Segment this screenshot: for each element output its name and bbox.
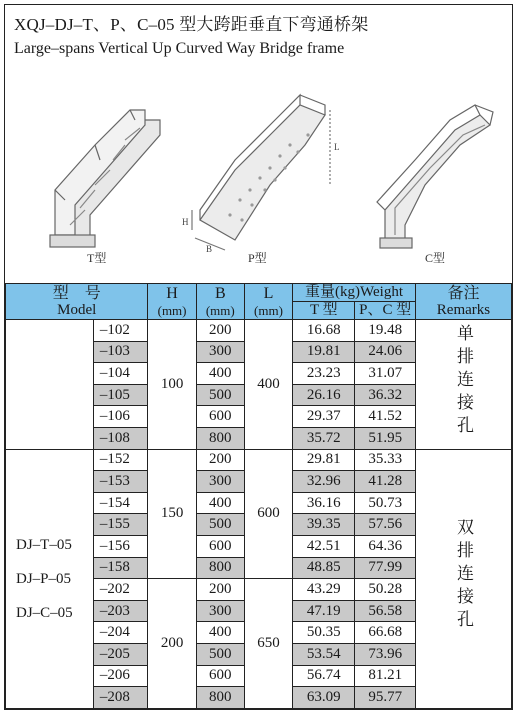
remarks-cell-double-row [415, 449, 511, 708]
h-value-cell: 200 [148, 579, 196, 709]
remarks-header-en: Remarks [436, 301, 491, 318]
b-value-cell: 800 [196, 557, 244, 579]
b-value-cell: 400 [196, 622, 244, 644]
product-figures [5, 70, 512, 282]
t-type-header: T 型 [293, 302, 355, 320]
b-value-cell: 600 [196, 535, 244, 557]
b-value-cell: 800 [196, 427, 244, 449]
t-weight-cell: 26.16 [293, 384, 355, 406]
remarks-cell-single-row [415, 320, 511, 450]
pc-weight-cell: 56.58 [355, 600, 416, 622]
b-value-cell: 400 [196, 492, 244, 514]
model-header-cn: 型 号 [52, 284, 101, 302]
model-header [6, 284, 148, 320]
t-weight-cell: 39.35 [293, 514, 355, 536]
t-weight-cell: 19.81 [293, 341, 355, 363]
b-header [196, 284, 244, 320]
title-english: Large–spans Vertical Up Curved Way Bridge frame [14, 40, 345, 57]
t-weight-cell: 42.51 [293, 535, 355, 557]
h-header-unit: (mm) [157, 302, 187, 318]
l-value-cell: 400 [244, 320, 292, 450]
c-type-label: C型 [425, 251, 446, 265]
pc-weight-cell: 31.07 [355, 363, 416, 385]
remarks-header [415, 284, 511, 320]
t-weight-cell: 16.68 [293, 320, 355, 342]
model-code-cell: –103 [93, 341, 148, 363]
b-value-cell: 500 [196, 643, 244, 665]
t-weight-cell: 50.35 [293, 622, 355, 644]
p-type-label: P型 [248, 251, 267, 265]
b-value-cell: 500 [196, 384, 244, 406]
b-value-cell: 300 [196, 471, 244, 493]
t-weight-cell: 35.72 [293, 427, 355, 449]
l-header-label: L [263, 284, 274, 302]
model-code-cell: –155 [93, 514, 148, 536]
model-name: DJ–P–05 [16, 570, 72, 587]
h-value-cell: 100 [148, 320, 196, 450]
pc-weight-cell: 50.28 [355, 579, 416, 601]
b-value-cell: 600 [196, 406, 244, 428]
model-name: DJ–T–05 [16, 536, 72, 553]
model-code-cell: –156 [93, 535, 148, 557]
t-weight-cell: 32.96 [293, 471, 355, 493]
remark-text: 单排连接孔 [453, 323, 473, 439]
model-code-cell: –106 [93, 406, 148, 428]
dim-h-label: H [182, 217, 189, 227]
dim-b-label: B [206, 244, 213, 254]
b-value-cell: 200 [196, 449, 244, 471]
pc-weight-cell: 35.33 [355, 449, 416, 471]
pc-type-header: P、C 型 [355, 302, 416, 320]
t-weight-cell: 53.54 [293, 643, 355, 665]
table-row [6, 449, 512, 471]
remark-text: 双排连接孔 [453, 518, 473, 634]
model-code-cell: –104 [93, 363, 148, 385]
dim-l-label: L [334, 142, 340, 152]
l-header [244, 284, 292, 320]
pc-weight-cell: 66.68 [355, 622, 416, 644]
b-value-cell: 300 [196, 341, 244, 363]
pc-weight-cell: 77.99 [355, 557, 416, 579]
t-weight-cell: 48.85 [293, 557, 355, 579]
h-header-label: H [166, 284, 178, 302]
t-weight-cell: 63.09 [293, 687, 355, 709]
pc-weight-cell: 19.48 [355, 320, 416, 342]
t-weight-cell: 47.19 [293, 600, 355, 622]
model-name: DJ–C–05 [16, 604, 73, 621]
t-weight-cell: 36.16 [293, 492, 355, 514]
pc-weight-cell: 95.77 [355, 687, 416, 709]
spec-table [5, 283, 512, 709]
b-value-cell: 800 [196, 687, 244, 709]
t-type-label: T型 [87, 251, 107, 265]
model-code-cell: –153 [93, 471, 148, 493]
t-weight-cell: 29.37 [293, 406, 355, 428]
b-value-cell: 600 [196, 665, 244, 687]
pc-weight-cell: 57.56 [355, 514, 416, 536]
l-value-cell: 600 [244, 449, 292, 579]
t-weight-cell: 29.81 [293, 449, 355, 471]
pc-weight-cell: 51.95 [355, 427, 416, 449]
b-value-cell: 400 [196, 363, 244, 385]
model-code-cell: –202 [93, 579, 148, 601]
pc-weight-cell: 64.36 [355, 535, 416, 557]
b-header-label: B [214, 284, 226, 302]
pc-weight-cell: 24.06 [355, 341, 416, 363]
pc-weight-cell: 41.52 [355, 406, 416, 428]
b-value-cell: 500 [196, 514, 244, 536]
model-header-en: Model [57, 301, 97, 318]
title-chinese: XQJ–DJ–T、P、C–05 型大跨距垂直下弯通桥架 [14, 15, 369, 34]
pc-weight-cell: 41.28 [355, 471, 416, 493]
table-row [6, 320, 512, 342]
h-header [148, 284, 196, 320]
model-code-cell: –102 [93, 320, 148, 342]
model-code-cell: –152 [93, 449, 148, 471]
model-code-cell: –203 [93, 600, 148, 622]
pc-weight-cell: 50.73 [355, 492, 416, 514]
model-code-cell: –205 [93, 643, 148, 665]
model-code-cell: –108 [93, 427, 148, 449]
c-type-illustration [365, 90, 505, 265]
l-header-unit: (mm) [254, 302, 283, 318]
t-type-illustration [25, 90, 175, 265]
b-value-cell: 300 [196, 600, 244, 622]
t-weight-cell: 23.23 [293, 363, 355, 385]
pc-weight-cell: 81.21 [355, 665, 416, 687]
model-blank-cell [6, 320, 94, 450]
model-code-cell: –154 [93, 492, 148, 514]
table-header-row [6, 284, 512, 302]
model-code-cell: –208 [93, 687, 148, 709]
h-value-cell: 150 [148, 449, 196, 579]
p-type-illustration [180, 90, 345, 265]
b-value-cell: 200 [196, 320, 244, 342]
model-code-cell: –206 [93, 665, 148, 687]
b-value-cell: 200 [196, 579, 244, 601]
remarks-header-cn: 备注 [447, 284, 480, 302]
t-weight-cell: 43.29 [293, 579, 355, 601]
t-weight-cell: 56.74 [293, 665, 355, 687]
pc-weight-cell: 73.96 [355, 643, 416, 665]
model-code-cell: –105 [93, 384, 148, 406]
pc-weight-cell: 36.32 [355, 384, 416, 406]
model-code-cell: –158 [93, 557, 148, 579]
b-header-unit: (mm) [205, 302, 235, 318]
model-names-cell [6, 449, 94, 708]
l-value-cell: 650 [244, 579, 292, 709]
model-code-cell: –204 [93, 622, 148, 644]
table-body [6, 320, 512, 709]
weight-header: 重量(kg)Weight [293, 284, 416, 302]
